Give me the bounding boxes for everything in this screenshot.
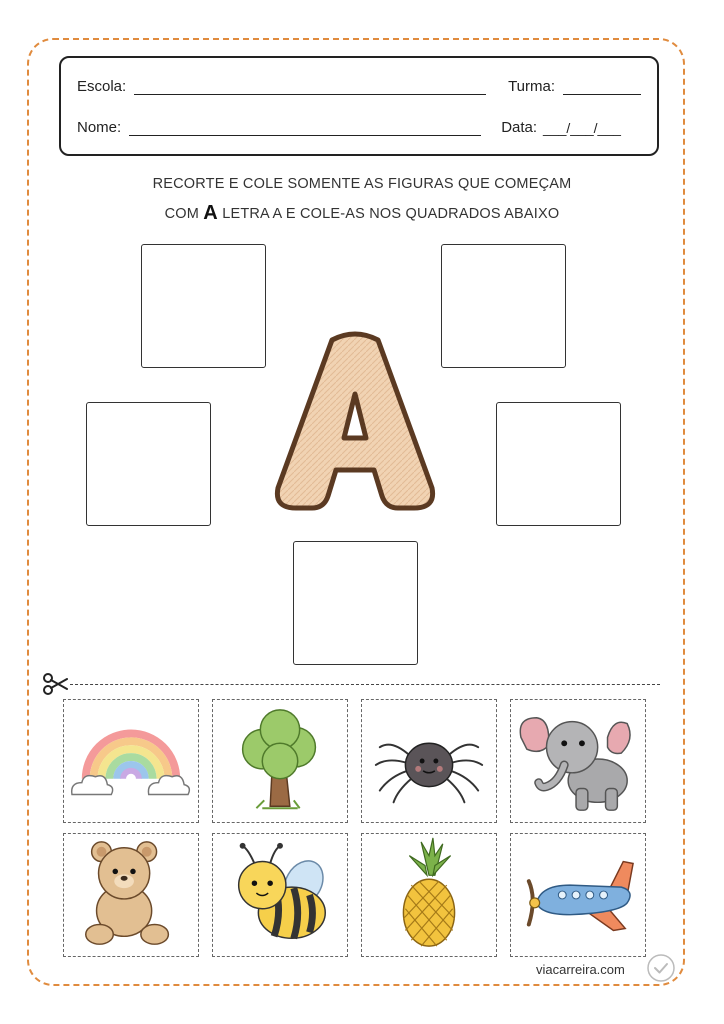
airplane-icon bbox=[511, 834, 645, 956]
paste-box-2[interactable] bbox=[441, 244, 566, 368]
paste-box-3[interactable] bbox=[86, 402, 211, 526]
card-pineapple[interactable] bbox=[361, 833, 497, 957]
name-label: Nome: bbox=[77, 119, 122, 136]
class-field-line[interactable] bbox=[563, 80, 641, 95]
school-label: Escola: bbox=[77, 78, 127, 95]
cut-line bbox=[70, 684, 660, 685]
student-info-box bbox=[59, 56, 659, 156]
bee-icon bbox=[213, 834, 347, 956]
card-airplane[interactable] bbox=[510, 833, 646, 957]
card-teddy-bear[interactable] bbox=[63, 833, 199, 957]
paste-box-4[interactable] bbox=[496, 402, 621, 526]
spider-icon bbox=[362, 700, 496, 822]
big-letter-a bbox=[270, 328, 440, 514]
instruction-prefix: COM bbox=[164, 206, 200, 222]
teddy-bear-icon bbox=[64, 834, 198, 956]
paste-box-5[interactable] bbox=[293, 541, 418, 665]
pineapple-icon bbox=[362, 834, 496, 956]
instruction-suffix: LETRA A E COLE-AS NOS QUADRADOS ABAIXO bbox=[222, 206, 560, 222]
site-credit[interactable]: viacarreira.com bbox=[536, 962, 625, 977]
name-field-line[interactable] bbox=[129, 121, 481, 136]
school-row bbox=[77, 78, 641, 95]
date-label: Data: bbox=[501, 119, 538, 136]
school-field-line[interactable] bbox=[134, 80, 486, 95]
tree-icon bbox=[213, 700, 347, 822]
class-label: Turma: bbox=[508, 78, 556, 95]
checkmark-icon bbox=[646, 953, 676, 983]
instruction-line-2 bbox=[0, 202, 724, 225]
card-tree[interactable] bbox=[212, 699, 348, 823]
paste-box-1[interactable] bbox=[141, 244, 266, 368]
instruction-line-1: RECORTE E COLE SOMENTE AS FIGURAS QUE COMEÇAM bbox=[152, 176, 572, 192]
card-bee[interactable] bbox=[212, 833, 348, 957]
name-row bbox=[77, 119, 641, 136]
card-rainbow[interactable] bbox=[63, 699, 199, 823]
card-elephant[interactable] bbox=[510, 699, 646, 823]
elephant-icon bbox=[511, 700, 645, 822]
card-spider[interactable] bbox=[361, 699, 497, 823]
date-field[interactable]: ___/___/___ bbox=[543, 120, 621, 136]
scissors-icon bbox=[42, 672, 68, 696]
rainbow-icon bbox=[64, 700, 198, 822]
instruction-highlight-letter: A bbox=[203, 202, 218, 224]
